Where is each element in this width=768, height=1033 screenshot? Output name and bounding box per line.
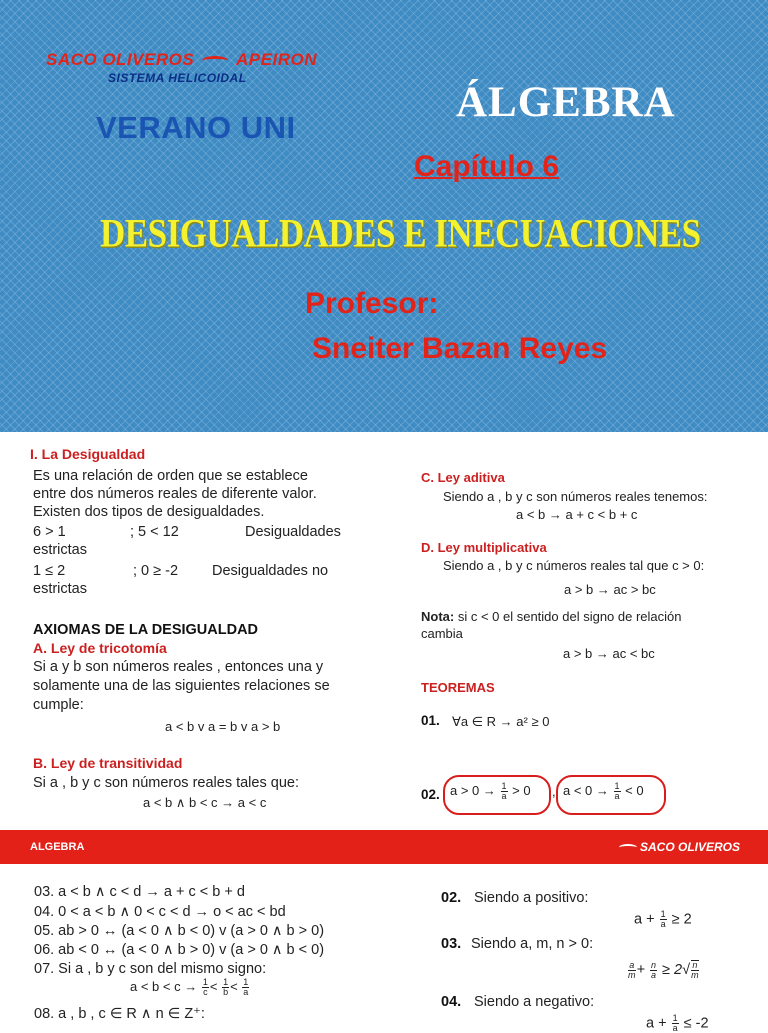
law-c-title: C. Ley aditiva: [421, 470, 505, 485]
fraction-numerator: 1: [223, 977, 229, 987]
theorem-08: 08. a , b , c ∈ R ∧ n ∈ Z⁺:: [34, 1006, 205, 1022]
formula-pre: a +: [646, 1015, 667, 1032]
theorem-03: 03. a < b ∧ c < d → a + c < b + d: [34, 884, 245, 900]
theorem-r04-text: Siendo a negativo:: [474, 994, 595, 1010]
swoosh-icon: [202, 56, 228, 65]
fraction: [614, 782, 621, 801]
chapter-title: Capítulo 6: [414, 150, 560, 183]
fraction-numerator: n: [692, 960, 698, 970]
footer-title: ALGEBRA: [30, 841, 85, 853]
logo-saco-oliveros-apeiron: [46, 50, 317, 70]
fraction: [222, 978, 229, 997]
formula-pre: a +: [634, 911, 655, 928]
law-c-text: Siendo a , b y c son números reales tenemos:: [443, 489, 708, 504]
law-b-title: B. Ley de transitividad: [33, 755, 183, 771]
fraction: [501, 782, 508, 801]
strict-example-b: ; 5 < 12: [130, 524, 179, 540]
fraction-numerator: 1: [243, 977, 249, 987]
nota-label: Nota:: [421, 609, 455, 624]
theorem-02b-pre: a < 0 →: [563, 782, 609, 798]
law-a-line-1: Si a y b son números reales , entonces una y: [33, 659, 324, 675]
fraction: [242, 978, 249, 997]
fraction-numerator: 1: [202, 977, 208, 987]
fraction: [202, 978, 209, 997]
content-slide-2: [0, 864, 768, 1033]
law-d-text: Siendo a , b y c números reales tal que c > 0:: [443, 558, 705, 573]
nonstrict-label: Desigualdades no: [212, 563, 329, 579]
theorem-01-number: 01.: [421, 713, 440, 728]
theorem-02b: [563, 782, 644, 801]
fraction-denominator: b: [223, 987, 229, 997]
theorem-07-pre: a < b < c →: [130, 978, 198, 994]
fraction: [628, 961, 636, 980]
intro-line-3: Existen dos tipos de desigualdades.: [33, 504, 265, 520]
fraction-denominator: a: [243, 987, 249, 997]
nonstrict-label-2: estrictas: [33, 581, 87, 597]
nonstrict-example-b: ; 0 ≥ -2: [133, 563, 179, 579]
law-d-title: D. Ley multiplicativa: [421, 540, 547, 555]
logo-subtitle: SISTEMA HELICOIDAL: [108, 71, 247, 85]
fraction-denominator: a: [672, 1023, 678, 1033]
footer-logo-text: SACO OLIVEROS: [639, 840, 740, 854]
theorem-02b-post: < 0: [625, 782, 644, 798]
theorem-05: 05. ab > 0 ↔ (a < 0 ∧ b < 0) v (a > 0 ∧ b > 0): [34, 923, 325, 939]
theorem-02a: [450, 782, 531, 801]
formula-post: ≤ -2: [683, 1015, 709, 1032]
theorem-r02-number: 02.: [441, 890, 462, 906]
content-slide-1: [0, 432, 768, 864]
fraction-numerator: n: [651, 959, 657, 970]
topic-title: DESIGUALDADES E INECUACIONES: [100, 211, 701, 256]
intro-line-1: Es una relación de orden que se establece: [33, 468, 308, 484]
law-a-formula: a < b v a = b v a > b: [165, 719, 281, 734]
fraction-numerator: 1: [672, 1013, 678, 1023]
fraction-numerator: a: [629, 959, 635, 970]
strict-example-a: 6 > 1: [33, 524, 66, 540]
professor-label: Profesor:: [305, 287, 439, 320]
nota-text: si c < 0 el sentido del signo de relación: [454, 609, 682, 624]
fraction-denominator: a: [651, 969, 657, 980]
law-c-formula: a < b → a + c < b + c: [516, 507, 638, 522]
theorem-07: 07. Si a , b y c son del mismo signo:: [34, 961, 267, 977]
law-a-line-2: solamente una de las siguientes relaciones se: [33, 678, 330, 694]
comma: ,: [552, 784, 556, 799]
law-a-title: A. Ley de tricotomía: [33, 640, 167, 656]
fraction-denominator: a: [614, 791, 620, 801]
fraction-numerator: 1: [660, 909, 666, 919]
theorem-02a-post: > 0: [512, 782, 531, 798]
teoremas-title: TEOREMAS: [421, 680, 495, 695]
fraction: [672, 1014, 679, 1033]
logo-right-text: APEIRON: [236, 50, 317, 69]
nota-formula: a > b → ac < bc: [563, 646, 655, 661]
subject-title: ÁLGEBRA: [456, 79, 676, 126]
strict-label: Desigualdades: [245, 524, 341, 540]
swoosh-icon: [619, 844, 637, 851]
theorem-r02-text: Siendo a positivo:: [474, 890, 589, 906]
program-title: VERANO UNI: [96, 110, 296, 145]
theorem-r03-text: Siendo a, m, n > 0:: [471, 936, 594, 952]
footer-logo: [619, 840, 740, 854]
law-d-formula: a > b → ac > bc: [564, 582, 656, 597]
nota-text-2: cambia: [421, 626, 463, 641]
theorem-02-number: 02.: [421, 787, 440, 802]
theorem-r03-formula: $\frac{a}{m}$ + $\frac{n}{a}$ ≥ 2√ $\frac{n}{m}$: [628, 959, 699, 980]
fraction-denominator: m: [691, 970, 699, 980]
law-b-text: Si a , b y c son números reales tales que:: [33, 775, 299, 791]
fraction-denominator: a: [660, 919, 666, 929]
section-title: I. La Desigualdad: [30, 446, 146, 462]
fraction: [650, 961, 657, 980]
fraction-numerator: 1: [501, 781, 507, 791]
theorem-r03-number: 03.: [441, 936, 462, 952]
logo-left-text: SACO OLIVEROS: [46, 50, 195, 69]
footer-bar: [0, 830, 768, 864]
professor-name: Sneiter Bazan Reyes: [312, 332, 608, 365]
nonstrict-example-a: 1 ≤ 2: [33, 563, 66, 579]
fraction-denominator: m: [628, 969, 636, 980]
law-b-formula: a < b ∧ b < c → a < c: [143, 795, 267, 810]
formula-post: ≥ 2: [671, 911, 692, 928]
theorem-r02-formula: [634, 910, 692, 929]
cover-slide: [0, 0, 768, 432]
formula-post: ≥ 2: [662, 961, 683, 978]
law-a-line-3: cumple:: [33, 697, 84, 713]
theorem-r04-formula: [646, 1014, 709, 1033]
theorem-04: 04. 0 < a < b ∧ 0 < c < d → o < ac < bd: [34, 904, 286, 920]
strict-label-2: estrictas: [33, 542, 87, 558]
fraction-denominator: a: [501, 791, 507, 801]
theorem-06: 06. ab < 0 ↔ (a < 0 ∧ b > 0) v (a > 0 ∧ b < 0): [34, 942, 325, 958]
sqrt-icon: √: [682, 961, 691, 978]
fraction: [660, 910, 667, 929]
theorem-01: ∀a ∈ R → a² ≥ 0: [452, 714, 550, 729]
fraction: [691, 960, 699, 980]
axioms-title: AXIOMAS DE LA DESIGUALDAD: [33, 622, 259, 638]
theorem-r04-number: 04.: [441, 994, 462, 1010]
theorem-07-formula: a < b < c → $\frac{1}{c}$ < $\frac{1}{b}$ < $\frac{1}{a}$: [130, 977, 249, 997]
theorem-02a-pre: a > 0 →: [450, 782, 496, 798]
fraction-numerator: 1: [614, 781, 620, 791]
fraction-denominator: c: [203, 987, 208, 997]
nota: [421, 609, 682, 624]
intro-line-2: entre dos números reales de diferente valor.: [33, 486, 317, 502]
